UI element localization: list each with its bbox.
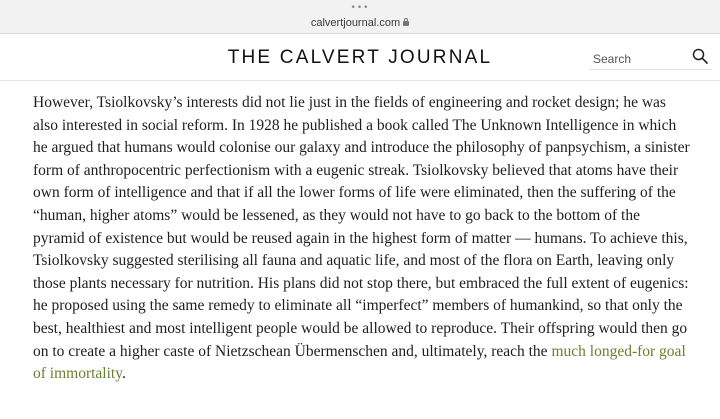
article-paragraph	[33, 92, 693, 386]
immortality-link[interactable]: much longed-for goal of immortality	[33, 342, 686, 383]
site-header	[0, 35, 720, 81]
search-underline	[590, 69, 712, 70]
more-options-icon[interactable]: •••	[350, 3, 370, 13]
paragraph-end: .	[121, 365, 126, 383]
address-bar[interactable]	[0, 16, 720, 30]
browser-toolbar	[0, 0, 720, 34]
search-icon[interactable]	[692, 48, 708, 64]
lock-icon	[403, 21, 409, 26]
site-title[interactable]: THE CALVERT JOURNAL	[227, 47, 493, 68]
article-body	[33, 92, 693, 386]
paragraph-text: However, Tsiolkovsky’s interests did not lie just in the fields of engineering and rocket design; he was also interested in social reform. In 1928 he published a book called The Unknown Intelligence in which he argued that humans would colonise our galaxy and introduce the philosophy of panpsychism, a sinister form of anthropocentric perfectionism with a eugenic streak. Tsiolkovsky believed that atoms have their own form of intelligence and that if all the lower forms of life were eliminated, then the suffering of the “human, higher atoms” would be lessened, as they would not have to go back to the bottom of the pyramid of existence but would be reused again in the highest form of matter — humans. To achieve this, Tsiolkovsky suggested sterilising all fauna and aquatic life, and most of the flora on Earth, leaving only those plants necessary for nutrition. His plans did not stop there, but embraced the full extent of eugenics: he proposed using the same remedy to eliminate all “imperfect” members of humankind, so that only the best, healthiest and most intelligent people would be allowed to reproduce. Their offspring would then go on to create a higher caste of Nietzschean Übermenschen and, ultimately, reach the	[33, 94, 690, 360]
search-input[interactable]	[593, 48, 683, 70]
url-text: calvertjournal.com	[310, 17, 401, 29]
